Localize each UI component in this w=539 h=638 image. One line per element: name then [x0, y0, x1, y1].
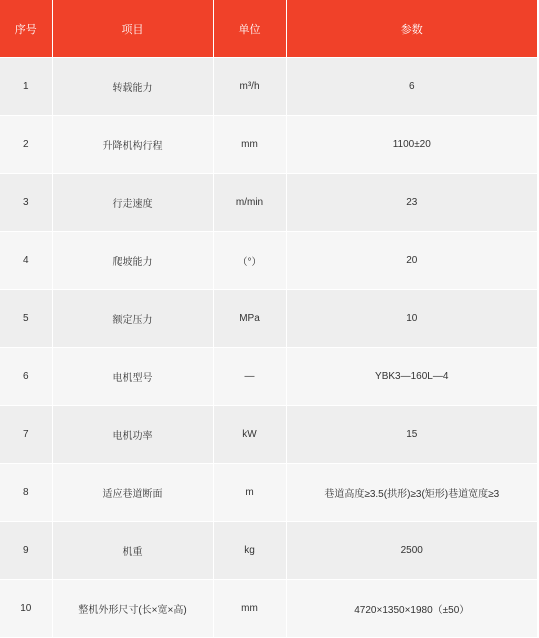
header-item: 项目	[52, 0, 213, 58]
row-item: 适应巷道断面	[52, 464, 213, 522]
row-unit: kW	[213, 406, 286, 464]
table-row	[0, 464, 537, 522]
row-item: 升降机构行程	[52, 116, 213, 174]
row-value: 10	[286, 290, 537, 348]
row-index: 8	[0, 464, 52, 522]
table-row	[0, 406, 537, 464]
row-item: 电机功率	[52, 406, 213, 464]
header-value: 参数	[286, 0, 537, 58]
row-unit: m³/h	[213, 58, 286, 116]
row-unit: m	[213, 464, 286, 522]
row-item: 电机型号	[52, 348, 213, 406]
table-row	[0, 232, 537, 290]
table-row	[0, 174, 537, 232]
row-value: 1100±20	[286, 116, 537, 174]
header-unit: 单位	[213, 0, 286, 58]
row-value: 巷道高度≥3.5(拱形)≥3(矩形)巷道宽度≥3	[286, 464, 537, 522]
row-index: 10	[0, 580, 52, 638]
table-row	[0, 522, 537, 580]
row-unit: mm	[213, 580, 286, 638]
row-index: 7	[0, 406, 52, 464]
table-row	[0, 348, 537, 406]
row-index: 9	[0, 522, 52, 580]
table-row	[0, 290, 537, 348]
row-item: 行走速度	[52, 174, 213, 232]
row-index: 6	[0, 348, 52, 406]
row-item: 额定压力	[52, 290, 213, 348]
row-index: 2	[0, 116, 52, 174]
row-unit: （°）	[213, 232, 286, 290]
row-item: 整机外形尺寸(长×宽×高)	[52, 580, 213, 638]
row-item: 转载能力	[52, 58, 213, 116]
table-row	[0, 58, 537, 116]
row-value: 20	[286, 232, 537, 290]
row-item: 机重	[52, 522, 213, 580]
table-header-row	[0, 0, 537, 58]
row-index: 4	[0, 232, 52, 290]
table-row	[0, 116, 537, 174]
row-value: 2500	[286, 522, 537, 580]
row-unit: mm	[213, 116, 286, 174]
row-unit: —	[213, 348, 286, 406]
row-index: 3	[0, 174, 52, 232]
row-value: 23	[286, 174, 537, 232]
row-unit: m/min	[213, 174, 286, 232]
header-index: 序号	[0, 0, 52, 58]
row-unit: kg	[213, 522, 286, 580]
row-unit: MPa	[213, 290, 286, 348]
row-index: 5	[0, 290, 52, 348]
row-value: YBK3—160L—4	[286, 348, 537, 406]
table-row	[0, 580, 537, 638]
row-index: 1	[0, 58, 52, 116]
row-item: 爬坡能力	[52, 232, 213, 290]
row-value: 15	[286, 406, 537, 464]
row-value: 6	[286, 58, 537, 116]
row-value: 4720×1350×1980（±50）	[286, 580, 537, 638]
